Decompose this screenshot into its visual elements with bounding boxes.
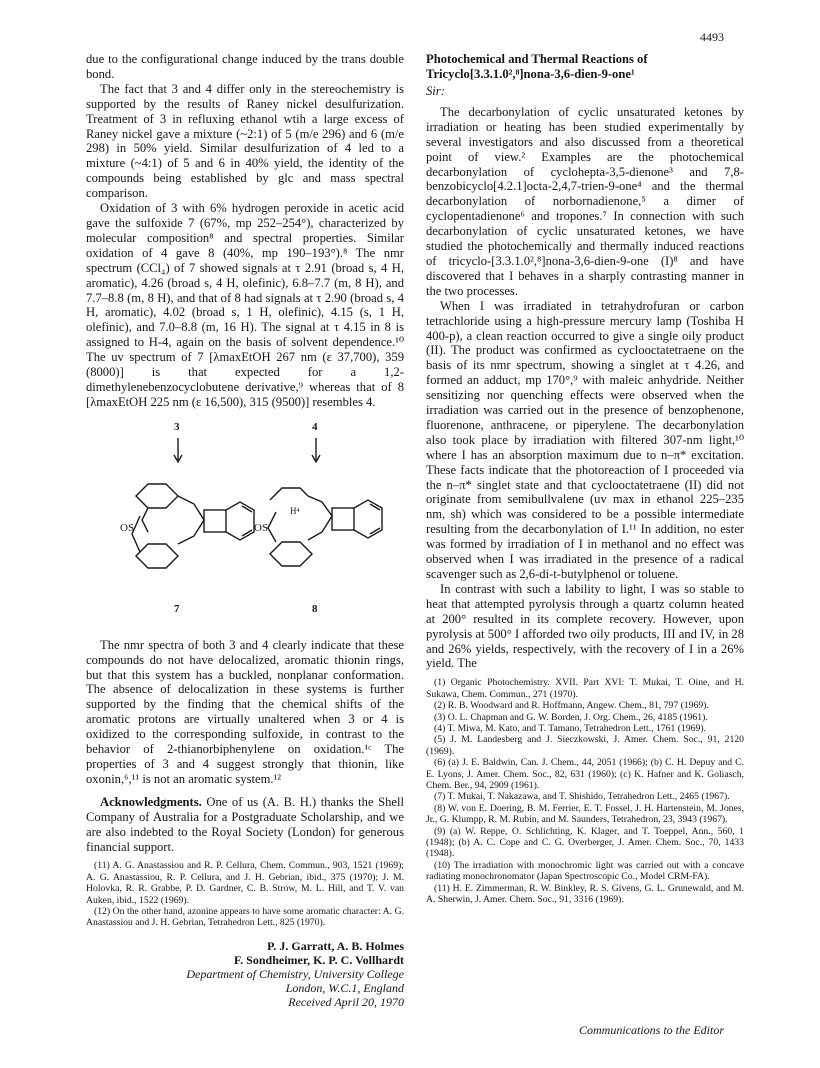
paragraph-desulfurization: The fact that 3 and 4 differ only in the stereochemistry is supported by the results of Raney nickel desulfurization. Treatment of 3 in refluxing ethanol wtih a large excess of Raney nickel gave a mixture (~2:1) of 5 (m/e 296) and 6 (m/e 298) in 50% yield. Similar desulfurization of 4 led to a mixture (~4:1) of 5 and 6 in 40% yield, the identity of the compounds being established by glc and mass spectral comparison. [86, 81, 404, 201]
footnote-4: (4) T. Miwa, M. Kato, and T. Tamano, Tetrahedron Lett., 1761 (1969). [434, 722, 706, 734]
article-title-line-1: Photochemical and Thermal Reactions of [426, 52, 648, 66]
acknowledgments-text: One of us (A. B. H.) thanks the Shell Company of Australia for a Postgraduate Scholarship, and we are also indebted to the Royal Society (London) for generous financial support. [86, 794, 405, 854]
footnote-3: (3) O. L. Chapman and G. W. Borden, J. Org. Chem., 26, 4185 (1961). [434, 711, 708, 723]
author-signature [86, 939, 404, 1009]
arrow-4 [312, 438, 320, 462]
article-title-line-2: Tricyclo[3.3.1.0²,⁸]nona-3,6-dien-9-one¹ [426, 67, 635, 81]
paragraph-irradiation: When I was irradiated in tetrahydrofuran or carbon tetrachloride using a high-pressure mercury lamp (Toshiba H 400-p), a clean reaction occurred to give a single oily product (II). The product was confirmed as cyclooctatetraene on the basis of its nmr spectrum, showing a singlet at τ 4.26, and formed an adduct, mp 170°,⁹ with maleic anhydride. Neither sensitizing nor quenching effects were observed when the irradiation was carried out in the presence of benzophenone, fluorenone, anthracene, or piperylene. The decarbonylation also took place by irradiation with filtered 307-nm light,¹⁰ where I has an absorption maximum due to n–π* excitation. These facts indicate that the photoreaction of I proceeded via the n–π* singlet state and that cyclooctatetraene (II) did not originate from semibullvalene (uv max in ethanol 225–235 nm, sh) which was considered to be a possible intermediate resulting from the decarbonylation of I.¹¹ In addition, no ester was formed by irradiation of I in methanol and no effect was observed when I was irradiated in the presence of a radical scavenger such as 2,6-di-t-butylphenol or toluene. [426, 298, 744, 581]
paragraph-pyrolysis: In contrast with such a lability to light, I was so stable to heat that attempted pyrolysis through a quartz column heated at 200° resulted in its complete recovery. However, upon pyrolysis at 500° I afforded two oily products, III and IV, in 28 and 26% yields, respectively, with the recovery of I in a 26% yield. The [426, 581, 744, 671]
compound-label-4: 4 [312, 420, 318, 433]
footnote-2: (2) R. B. Woodward and R. Hoffmann, Angew. Chem., 81, 797 (1969). [434, 700, 709, 712]
journal-section-footer: Communications to the Editor [579, 1023, 724, 1037]
footnote-7: (7) T. Mukai, T. Nakazawa, and T. Shishido, Tetrahedron Lett., 2465 (1967). [434, 791, 730, 803]
acknowledgments-heading: Acknowledgments. [100, 794, 202, 809]
acknowledgments [86, 795, 404, 855]
arrow-3 [174, 438, 182, 462]
author-names-1: P. J. Garratt, A. B. Holmes [267, 938, 404, 953]
footnotes-left [86, 860, 404, 928]
footnote-8: (8) W. von E. Doering, B. M. Ferrier, E. T. Fossel, J. H. Hartenstein, M. Jones, Jr., G. Klumpp, R. M. Rubin, and M. Saunders, Tetrahedron, 23, 3943 (1967). [426, 802, 744, 826]
compound-label-7: 7 [174, 602, 180, 615]
sulfoxide-label-8: OS [254, 521, 269, 534]
left-column [86, 52, 404, 1009]
compound-label-8: 8 [312, 602, 318, 615]
chemical-structures-figure [86, 416, 404, 630]
footnotes-right [426, 677, 744, 905]
structure-7 [132, 484, 254, 568]
footnote-11: (11) A. G. Anastassiou and R. P. Cellura, Chem. Commun., 903, 1521 (1969); A. G. Anastassiou, R. P. Cellura, and J. H. Gebrian, ibid., 375 (1970); J. M. Holovka, R. R. Grabbe, P. D. Gardner, C. B. Strow, M. L. Hill, and T. V. van Auken, ibid., 1522 (1969). [86, 860, 404, 906]
structure-8 [268, 488, 382, 566]
footnote-5: (5) J. M. Landesberg and J. Sieczkowski, J. Amer. Chem. Soc., 91, 2120 (1969). [426, 734, 744, 757]
footnote-1: (1) Organic Photochemistry. XVII. Part XVI: T. Mukai, T. Oine, and H. Sukawa, Chem. Commun., 271 (1970). [426, 677, 744, 700]
footnote-6: (6) (a) J. E. Baldwin, Can. J. Chem., 44, 2051 (1966); (b) C. H. Depuy and C. E. Lyons, J. Amer. Chem. Soc., 82, 631 (1960); (c) K. Hafner and K. Goliasch, Chem. Ber., 94, 2909 (1961). [426, 757, 744, 791]
h4-label: H⁴ [290, 505, 300, 516]
sulfoxide-label-7: OS [120, 521, 135, 534]
author-names-2: F. Sondheimer, K. P. C. Vollhardt [233, 952, 404, 967]
received-date: Received April 20, 1970 [288, 994, 404, 1009]
structure-drawing [86, 416, 404, 630]
paragraph-oxidation: Oxidation of 3 with 6% hydrogen peroxide in acetic acid gave the sulfoxide 7 (67%, mp 252–254°), characterized by molecular composition⁸ and spectral properties. Similar oxidation of 4 gave 8 (40%, mp 190–193°).⁸ The nmr spectrum (CCl₄) of 7 showed signals at τ 2.91 (broad s, 4 H, aromatic), 4.26 (broad s, 4 H, olefinic), 6.8–7.7 (m, 8 H), and 7.7–8.8 (m, 8 H), and that of 8 had signals at τ 2.90 (broad s, 4 H, aromatic), 4.02 (broad s, 1 H, olefinic), 4.15 (s, 1 H, olefinic), and 7.0–8.8 (m, 16 H). The signal at τ 4.15 in 8 is assigned to H-4, again on the basis of solvent dependence.¹⁰ The uv spectrum of 7 [λmaxEtOH 267 nm (ε 37,700), 359 (8000)] is that expected for a 1,2-dimethylenebenzocyclobutene derivative,⁹ whereas that of 8 [λmaxEtOH 225 nm (ε 16,500), 315 (9500)] resembles 4. [86, 201, 404, 409]
footnote-10: (10) The irradiation with monochromic light was carried out with a concave radiating monochronomator (Japan Spectroscopic Co., Model CRM-FA). [426, 859, 744, 883]
page-number: 4493 [700, 30, 724, 44]
salutation: Sir: [426, 84, 445, 98]
compound-label-3: 3 [174, 420, 180, 433]
paragraph-introduction: The decarbonylation of cyclic unsaturated ketones by irradiation or heating has been studied experimentally by several investigators and also discussed from a theoretical point of view.² Examples are the photochemical decarbonylation of cyclohepta-3,5-dienone³ and 7,8-benzobicyclo[4.2.1]octa-2,4,7-trien-9-one⁴ and the thermal decarbonylation of norbornadienone,⁵ a dimer of cyclopentadienone⁶ and tropones.⁷ In connection with such decarbonylation of cyclic unsaturated ketones, we have studied the photochemically and thermally induced reactions of tricyclo-[3.3.1.0²,⁸]nona-3,6-dien-9-one (I)⁸ and have discovered that I behaves in a sharply contrasting manner in the two processes. [426, 104, 744, 298]
paragraph-continued: due to the configurational change induced by the trans double bond. [86, 52, 404, 81]
paragraph-aromaticity: The nmr spectra of both 3 and 4 clearly indicate that these compounds do not have delocalized, aromatic thionin rings, but that this system has a buckled, nonplanar conformation. The absence of delocalization in these systems is further supported by the finding that the chemical shifts of the aromatic protons are virtually unaltered when 3 or 4 is oxidized to the corresponding sulfoxide, in contrast to the behavior of 2-thianorbiphenylene on oxidation.¹ᶜ The properties of 3 and 4 suggest strongly that thionin, like oxonin,⁶,¹¹ is not an aromatic system.¹² [86, 637, 404, 786]
footnote-12: (12) On the other hand, azonine appears to have some aromatic character: A. G. Anastassiou and J. H. Gebrian, Tetrahedron Lett., 825 (1970). [86, 906, 404, 929]
department: Department of Chemistry, University College [186, 966, 404, 981]
footnote-11-right: (11) H. E. Zimmerman, R. W. Binkley, R. S. Givens, G. L. Grunewald, and M. A. Sherwin, J. Amer. Chem. Soc., 91, 3316 (1969). [426, 882, 744, 906]
footnote-9: (9) (a) W. Reppe, O. Schlichting, K. Klager, and T. Toeppel, Ann., 560, 1 (1948); (b) A. C. Cope and C. G. Overberger, J. Amer. Chem. Soc., 70, 1433 (1948). [426, 825, 744, 860]
right-column [426, 52, 744, 905]
city: London, W.C.1, England [285, 980, 404, 995]
